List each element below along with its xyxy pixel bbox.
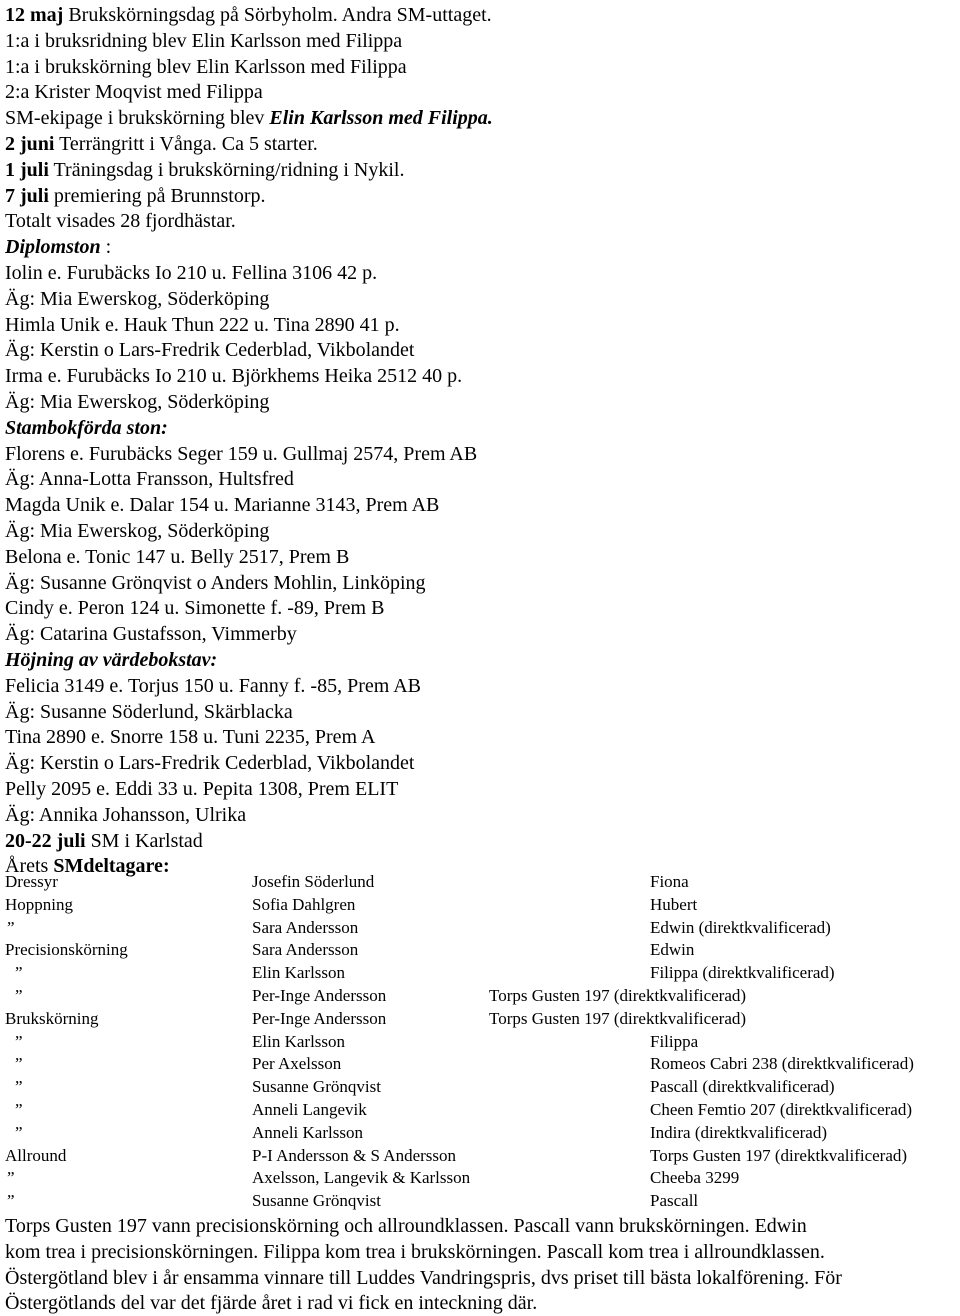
horse-cell: Cheeba 3299 (650, 1168, 740, 1188)
person-cell: Elin Karlsson (252, 963, 346, 983)
closing-line: kom trea i precisionskörningen. Filippa kom trea i brukskörningen. Pascall kom trea i allroundklassen. (5, 1240, 825, 1263)
horse-cell: Torps Gusten 197 (direktkvalificerad) (489, 1008, 747, 1028)
ditto-mark: ” (15, 963, 23, 983)
horse-cell: Fiona (650, 872, 689, 891)
owner-line: Äg: Susanne Söderlund, Skärblacka (5, 700, 293, 723)
event-date: 2 juni (5, 133, 55, 155)
owner-line: Äg: Kerstin o Lars-Fredrik Cederblad, Vikbolandet (5, 752, 415, 775)
horse-line: Belona e. Tonic 147 u. Belly 2517, Prem B (5, 545, 350, 568)
section-heading-text: Diplomston (5, 236, 101, 259)
person-cell: Elin Karlsson (252, 1031, 346, 1051)
participants-heading-prefix: Årets (5, 855, 54, 878)
ditto-mark: ” (7, 1191, 15, 1211)
discipline-cell: Allround (5, 1145, 67, 1165)
horse-cell: Edwin (650, 940, 695, 960)
discipline-cell: Brukskörning (5, 1008, 99, 1028)
person-cell: Susanne Grönqvist (252, 1077, 381, 1097)
event-text: Träningsdag i brukskörning/ridning i Nykil. (48, 158, 405, 181)
person-cell: Sara Andersson (252, 917, 359, 937)
ditto-mark: ” (15, 1100, 23, 1119)
event-text: Brukskörningsdag på Sörbyholm. Andra SM-uttaget. (63, 4, 492, 26)
owner-line: Äg: Susanne Grönqvist o Anders Mohlin, Linköping (5, 571, 426, 594)
person-cell: Anneli Langevik (252, 1100, 367, 1119)
participants-heading-strong: SMdeltagare: (53, 855, 170, 878)
ditto-mark: ” (15, 986, 23, 1005)
horse-cell: Filippa (650, 1031, 699, 1051)
person-cell: Sofia Dahlgren (252, 894, 356, 914)
event-text: Terrängritt i Vånga. Ca 5 starter. (54, 133, 318, 155)
horse-line: Magda Unik e. Dalar 154 u. Marianne 3143, Prem AB (5, 494, 440, 517)
horse-line: Iolin e. Furubäcks Io 210 u. Fellina 3106 42 p. (5, 262, 378, 284)
person-cell: Sara Andersson (252, 940, 359, 960)
ditto-mark: ” (15, 1122, 23, 1142)
event-line (5, 157, 404, 183)
horse-cell: Torps Gusten 197 (direktkvalificerad) (650, 1145, 908, 1165)
owner-line: Äg: Annika Johansson, Ulrika (5, 803, 247, 826)
horse-cell: Edwin (direktkvalificerad) (650, 917, 831, 937)
event-date: 20-22 juli (5, 829, 86, 852)
horse-line: Irma e. Furubäcks Io 210 u. Björkhems Heika 2512 40 p. (5, 365, 463, 388)
ditto-mark: ” (15, 1031, 23, 1051)
text-line: Totalt visades 28 fjordhästar. (5, 210, 236, 233)
owner-line: Äg: Catarina Gustafsson, Vimmerby (5, 623, 297, 646)
horse-line: Cindy e. Peron 124 u. Simonette f. -89, Prem B (5, 597, 385, 620)
section-heading-stambokforda: Stambokförda ston: (5, 416, 168, 439)
horse-line: Pelly 2095 e. Eddi 33 u. Pepita 1308, Prem ELIT (5, 778, 399, 800)
horse-cell: Filippa (direktkvalificerad) (650, 963, 835, 983)
discipline-cell: Dressyr (5, 872, 58, 891)
horse-cell: Cheen Femtio 207 (direktkvalificerad) (650, 1100, 912, 1119)
closing-line: Torps Gusten 197 vann precisionskörning och allroundklassen. Pascall vann brukskörningen. Edwin (5, 1215, 807, 1237)
event-date: 1 juli (5, 158, 49, 181)
ditto-mark: ” (7, 917, 15, 937)
event-line (5, 183, 266, 209)
person-cell: Per Axelsson (252, 1054, 342, 1074)
horse-cell: Romeos Cabri 238 (direktkvalificerad) (650, 1054, 914, 1074)
event-date: 12 maj (5, 4, 64, 26)
section-heading-suffix: : (100, 236, 112, 259)
person-cell: Josefin Söderlund (252, 872, 375, 891)
event-text: SM i Karlstad (85, 829, 203, 852)
event-text: premiering på Brunnstorp. (48, 184, 266, 207)
result-line: 1:a i bruksridning blev Elin Karlsson med Filippa (5, 29, 403, 52)
person-cell: Anneli Karlsson (252, 1122, 363, 1142)
section-heading-hojning: Höjning av värdebokstav: (5, 649, 218, 671)
person-cell: Per-Inge Andersson (252, 1008, 387, 1028)
horse-cell: Pascall (direktkvalificerad) (650, 1077, 835, 1097)
person-cell: Susanne Grönqvist (252, 1191, 381, 1211)
closing-line: Östergötlands del var det fjärde året i rad vi fick en inteckning där. (5, 1292, 538, 1315)
event-line (5, 2, 492, 28)
owner-line: Äg: Kerstin o Lars-Fredrik Cederblad, Vikbolandet (5, 339, 415, 362)
owner-line: Äg: Anna-Lotta Fransson, Hultsfred (5, 468, 294, 491)
horse-line: Felicia 3149 e. Torjus 150 u. Fanny f. -85, Prem AB (5, 674, 421, 697)
horse-cell: Indira (direktkvalificerad) (650, 1122, 827, 1142)
horse-line: Tina 2890 e. Snorre 158 u. Tuni 2235, Prem A (5, 726, 376, 749)
event-line (5, 131, 318, 157)
person-cell: Axelsson, Langevik & Karlsson (252, 1168, 471, 1188)
owner-line: Äg: Mia Ewerskog, Söderköping (5, 391, 270, 413)
closing-line: Östergötland blev i år ensamma vinnare till Luddes Vandringspris, dvs priset till bästa lokalförening. För (5, 1266, 842, 1289)
horse-cell: Torps Gusten 197 (direktkvalificerad) (489, 986, 747, 1005)
person-cell: P-I Andersson & S Andersson (252, 1145, 457, 1165)
person-cell: Per-Inge Andersson (252, 986, 387, 1005)
owner-line: Äg: Mia Ewerskog, Söderköping (5, 520, 270, 542)
discipline-cell: Precisionskörning (5, 940, 128, 960)
ditto-mark: ” (15, 1054, 23, 1074)
event-date: 7 juli (5, 184, 49, 207)
horse-line: Himla Unik e. Hauk Thun 222 u. Tina 2890 41 p. (5, 313, 400, 336)
section-heading-diplomston (5, 234, 111, 260)
sm-ekipage-line (5, 105, 493, 131)
horse-line: Florens e. Furubäcks Seger 159 u. Gullmaj 2574, Prem AB (5, 442, 478, 465)
owner-line: Äg: Mia Ewerskog, Söderköping (5, 287, 270, 310)
result-line: 2:a Krister Moqvist med Filippa (5, 81, 263, 104)
sm-ekipage-name: Elin Karlsson med Filippa. (269, 107, 493, 130)
ditto-mark: ” (7, 1168, 15, 1188)
horse-cell: Pascall (650, 1191, 699, 1211)
discipline-cell: Hoppning (5, 894, 73, 914)
sm-ekipage-prefix: SM-ekipage i brukskörning blev (5, 107, 270, 130)
result-line: 1:a i brukskörning blev Elin Karlsson med Filippa (5, 55, 407, 78)
ditto-mark: ” (15, 1077, 23, 1097)
event-line (5, 828, 203, 854)
horse-cell: Hubert (650, 894, 698, 914)
